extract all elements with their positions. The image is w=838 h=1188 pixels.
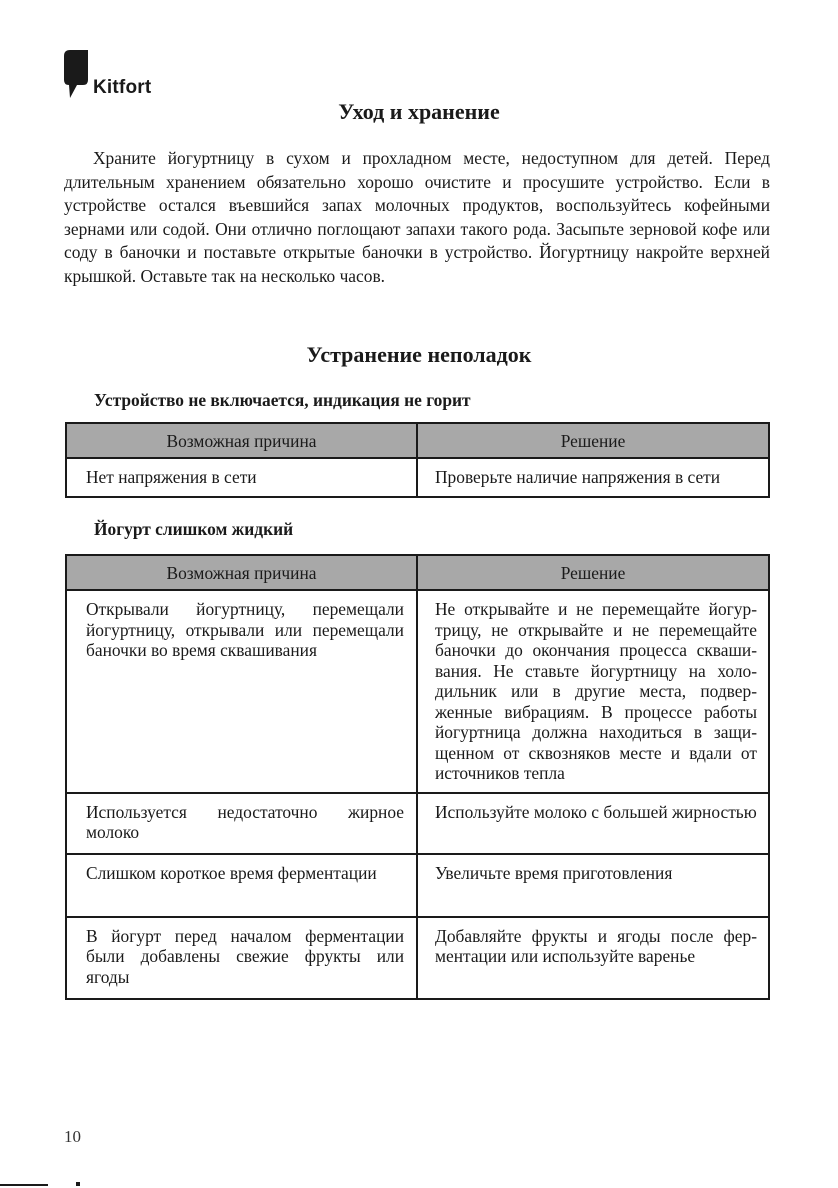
troubleshooting-table: [65, 422, 770, 498]
cause-cell: Используется недостаточно жирное молоко: [66, 793, 417, 854]
kitfort-logo: [64, 50, 174, 100]
table-row: [66, 458, 769, 497]
table-row: [66, 917, 769, 999]
solution-cell: Не открывайте и не перемещайте йогуртрицу, не открывайте и не перемещайте баночки до окончания процесса сквашивания. Не ставьте йогуртницу на холодильник или в другие места, подверженные вибрациям. В процессе работы йогуртница должна находиться в защищенном от сквозняков месте и вдали от источников тепла: [417, 590, 769, 793]
table-header-row: [66, 423, 769, 458]
column-header-solution: Решение: [417, 423, 769, 458]
solution-cell: Используйте молоко с большей жирностью: [417, 793, 769, 854]
section-heading: Йогурт слишком жидкий: [94, 519, 294, 539]
divider: [76, 1182, 80, 1186]
divider: [0, 1184, 48, 1186]
column-header-solution: Решение: [417, 555, 769, 590]
table-row: [66, 793, 769, 854]
solution-cell: Увеличьте время приготовления: [417, 854, 769, 917]
troubleshooting-title: Устранение неполадок: [306, 342, 532, 367]
solution-cell: Добавляйте фрукты и ягоды после ферментации или используйте варенье: [417, 917, 769, 999]
table-header-row: [66, 555, 769, 590]
page-number: 10: [64, 1127, 81, 1146]
cause-cell: Открывали йогуртницу, перемещали йогуртницу, открывали или перемещали баночки во время сквашивания: [66, 590, 417, 793]
cause-cell: Нет напряжения в сети: [66, 458, 417, 497]
cause-cell: Слишком короткое время ферментации: [66, 854, 417, 917]
care-title: Уход и хранение: [338, 99, 500, 124]
table-row: [66, 854, 769, 917]
column-header-cause: Возможная причина: [66, 423, 417, 458]
section-heading: Устройство не включается, индикация не горит: [94, 390, 471, 410]
cause-cell: В йогурт перед началом ферментации были добавлены свежие фрукты или ягоды: [66, 917, 417, 999]
care-paragraph: Храните йогуртницу в сухом и прохладном месте, недоступном для детей. Перед длительным хранением обязательно хорошо очистите и просушите устройство. Если в устройстве остался въевшийся запах молочных продуктов, воспользуйтесь кофейными зернами или содой. Они отлично поглощают запахи такого рода. Засыпьте зерновой кофе или соду в баночки и поставьте открытые баночки в устройство. Йогуртницу накройте верхней крышкой. Оставьте так на несколько часов.: [64, 148, 770, 286]
kitfort-logo-mark-icon: [64, 50, 90, 100]
solution-cell: Проверьте наличие напряжения в сети: [417, 458, 769, 497]
troubleshooting-table: [65, 554, 770, 1000]
table-row: [66, 590, 769, 793]
brand-name: Kitfort: [93, 77, 152, 98]
column-header-cause: Возможная причина: [66, 555, 417, 590]
